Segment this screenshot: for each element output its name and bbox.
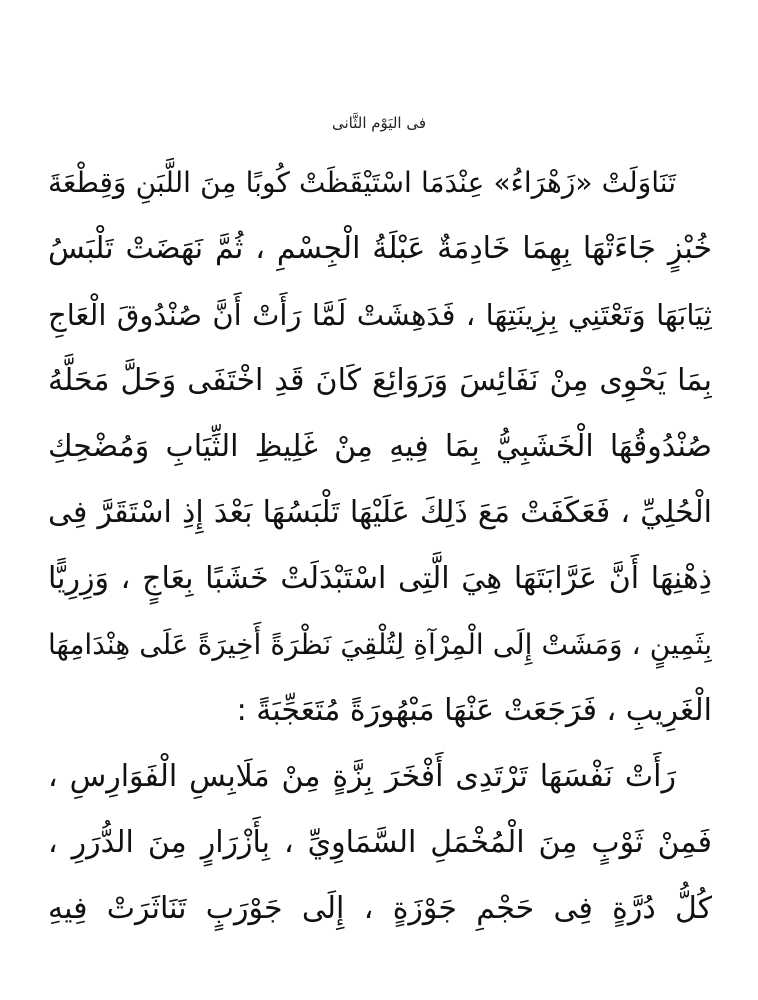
body-text bbox=[48, 150, 712, 942]
text-line: خُبْزٍ جَاءَتْهَا بِهِمَا خَادِمَةٌ عَبْلَةُ الْجِسْمِ ، ثُمَّ نَهَضَتْ تَلْبَسُ bbox=[48, 231, 712, 266]
text-line: ثِيَابَهَا وَتَعْتَنِي بِزِينَتِهَا ، فَدَهِشَتْ لَمَّا رَأَتْ أَنَّ صُنْدُوقَ الْعَاجِ bbox=[48, 298, 712, 332]
text-line: فَمِنْ ثَوْبٍ مِنَ الْمُخْمَلِ السَّمَاوِيِّ ، بِأَزْرَارٍ مِنَ الدُّرَرِ ، bbox=[48, 825, 712, 860]
text-line: تَنَاوَلَتْ «زَهْرَاءُ» عِنْدَمَا اسْتَيْقَظَتْ كُوبًا مِنَ اللَّبَنِ وَقِطْعَةَ bbox=[48, 166, 676, 199]
text-line: بِمَا يَحْوِى مِنْ نَفَائِسَ وَرَوَائِعَ كَانَ قَدِ اخْتَفَى وَحَلَّ مَحَلَّهُ bbox=[48, 363, 712, 398]
running-header: فى اليَوْم الثَّانى bbox=[331, 114, 427, 132]
text-line: بِثَمِينٍ ، وَمَشَتْ إِلَى الْمِرْآةِ لِتُلْقِيَ نَظْرَةً أَخِيرَةً عَلَى هِنْدَامِهَا bbox=[48, 628, 712, 661]
text-line: ذِهْنِهَا أَنَّ عَرَّابَتَهَا هِيَ الَّتِى اسْتَبْدَلَتْ خَشَبًا بِعَاجٍ ، وَزِرِيًّا bbox=[48, 561, 712, 596]
text-line: كُلُّ دُرَّةٍ فِى حَجْمِ جَوْزَةٍ ، إِلَى جَوْرَبٍ تَنَاثَرَتْ فِيهِ bbox=[48, 891, 712, 926]
text-line: الْحُلِيِّ ، فَعَكَفَتْ مَعَ ذَلِكَ عَلَيْهَا تَلْبَسُهَا بَعْدَ إِذِ اسْتَقَرَّ فِى bbox=[48, 495, 712, 530]
text-line: صُنْدُوقُهَا الْخَشَبِيُّ بِمَا فِيهِ مِنْ غَلِيظِ الثِّيَابِ وَمُضْحِكِ bbox=[48, 429, 712, 464]
text-line: رَأَتْ نَفْسَهَا تَرْتَدِى أَفْخَرَ بِزَّةٍ مِنْ مَلَابِسِ الْفَوَارِسِ ، bbox=[48, 759, 676, 794]
text-line: الْغَرِيبِ ، فَرَجَعَتْ عَنْهَا مَبْهُورَةً مُتَعَجِّبَةً : bbox=[236, 693, 712, 728]
